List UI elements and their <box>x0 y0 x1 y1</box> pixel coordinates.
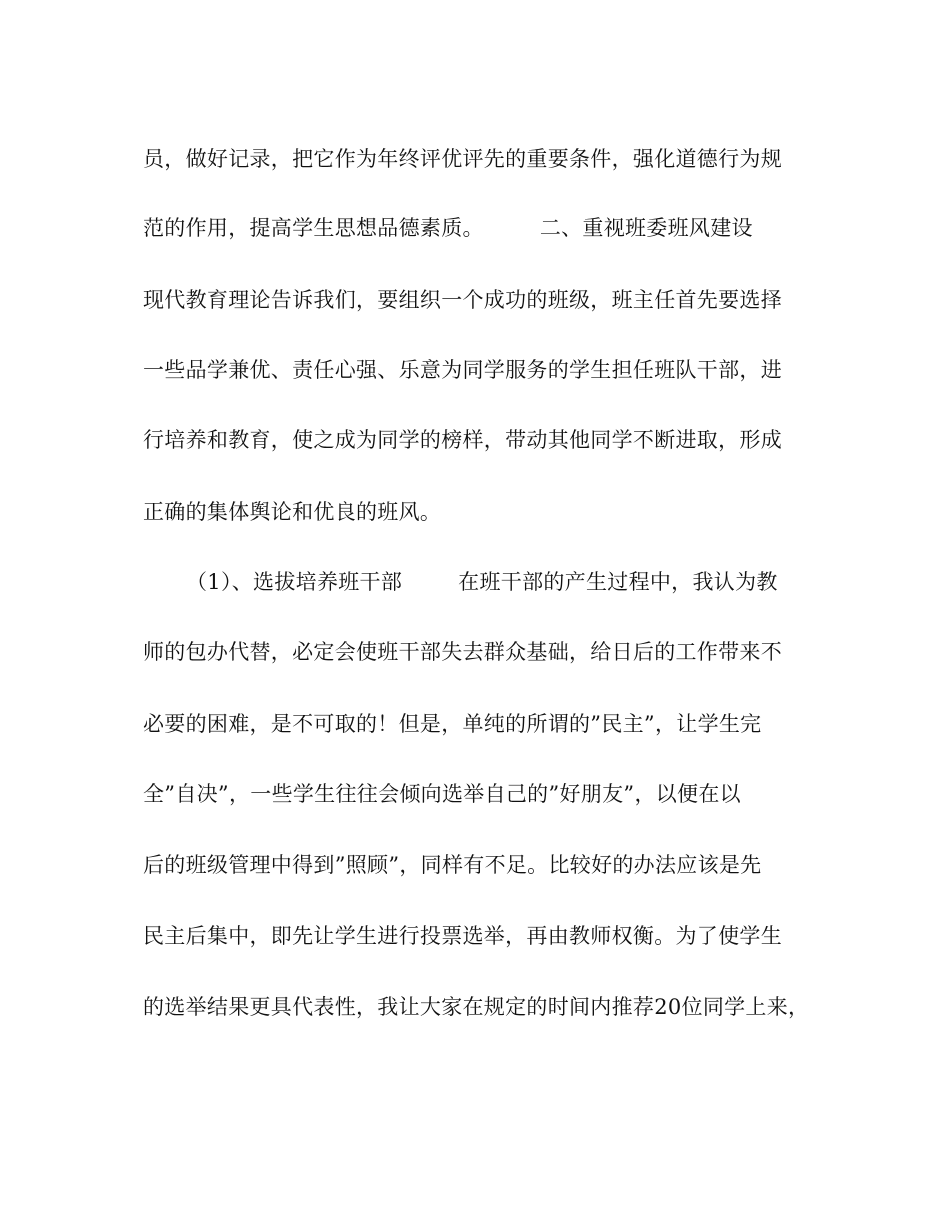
text-line: 的选举结果更具代表性，我让大家在规定的时间内推荐20位同学上来， <box>143 995 810 1019</box>
section-heading: 二、重视班委班风建设 <box>539 216 753 240</box>
text-line: 一些品学兼优、责任心强、乐意为同学服务的学生担任班队干部，进 <box>143 358 782 382</box>
text-line: 行培养和教育，使之成为同学的榜样，带动其他同学不断进取，形成 <box>143 428 782 452</box>
text-segment: 在班干部的产生过程中，我认为教 <box>458 570 778 594</box>
text-line: 师的包办代替，必定会使班干部失去群众基础，给日后的工作带来不 <box>143 640 782 664</box>
text-line: 后的班级管理中得到”照顾”，同样有不足。比较好的办法应该是先 <box>143 853 762 877</box>
text-line: 全”自决”，一些学生往往会倾向选举自己的”好朋友”，以便在以 <box>143 782 741 806</box>
text-line <box>143 211 803 245</box>
text-line: 正确的集体舆论和优良的班风。 <box>143 500 442 524</box>
text-line <box>186 565 846 599</box>
text-line: 现代教育理论告诉我们，要组织一个成功的班级，班主任首先要选择 <box>143 288 782 312</box>
text-line: 员，做好记录，把它作为年终评优评先的重要条件，强化道德行为规 <box>143 147 782 171</box>
text-line: 民主后集中，即先让学生进行投票选举，再由教师权衡。为了使学生 <box>143 924 782 948</box>
subsection-heading: （1）、选拔培养班干部 <box>186 570 403 594</box>
text-segment: 范的作用，提高学生思想品德素质。 <box>143 216 484 240</box>
text-line: 必要的困难，是不可取的！但是，单纯的所谓的”民主”，让学生完 <box>143 712 762 736</box>
